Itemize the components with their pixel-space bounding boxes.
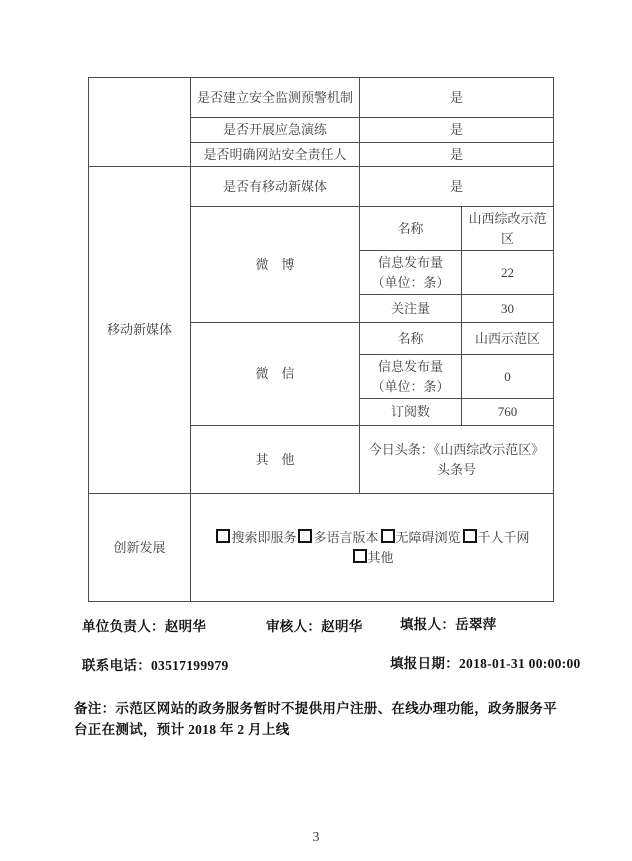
table-row [89,78,554,118]
checkbox-other-icon [353,549,367,563]
option-label: 搜索即服务 [231,530,297,545]
field-label-cell: 订阅数 [360,399,462,426]
field-label-line2: （单位：条） [371,378,450,394]
field-label-line1: 信息发布量 [377,255,443,270]
other-label-cell: 其 他 [191,426,360,494]
question-cell: 是否有移动新媒体 [191,167,360,207]
section-cell-empty [89,78,191,167]
option-label: 其他 [367,549,394,565]
option-label: 多语言版本 [313,530,379,545]
filler-value: 岳翠萍 [455,617,497,632]
unit-head-label: 单位负责人： [82,619,165,634]
answer-cell: 是 [360,167,554,207]
innovation-option [296,530,378,545]
other-value-cell: 今日头条：《山西综改示范区》头条号 [360,426,554,494]
question-cell: 是否明确网站安全责任人 [191,142,360,167]
section-label-innovation: 创新发展 [89,494,191,602]
innovation-option [461,530,530,545]
report-date-value: 2018-01-31 00:00:00 [459,656,581,671]
note-text: 备注：示范区网站的政务服务暂时不提供用户注册、在线办理功能，政务服务平台正在测试，预计 2018 年 2 月上线 [74,701,557,737]
phone-value: 03517199979 [151,658,229,673]
innovation-options-cell [191,494,554,602]
report-table [88,77,554,602]
phone-field [82,654,229,674]
option-label: 千人千网 [477,530,530,545]
report-date-field [390,652,581,672]
field-value-cell: 山西综改示范区 [462,207,554,251]
field-label-cell: 名称 [360,323,462,355]
phone-label: 联系电话： [82,658,151,673]
reviewer-label: 审核人： [266,619,322,634]
field-value-cell: 山西示范区 [462,323,554,355]
field-label-cell: 关注量 [360,295,462,323]
field-label-line1: 信息发布量 [377,359,443,374]
answer-cell: 是 [360,78,554,118]
weibo-label-cell: 微 博 [191,207,360,323]
page-number: 3 [312,830,320,845]
report-date-label: 填报日期： [390,656,459,671]
reviewer-field [266,615,363,635]
field-value-cell: 760 [462,399,554,426]
question-cell: 是否开展应急演练 [191,118,360,143]
field-value-cell: 22 [462,251,554,295]
answer-cell: 是 [360,142,554,167]
innovation-option [214,530,296,545]
reviewer-value: 赵明华 [321,619,363,634]
unit-head-value: 赵明华 [164,619,207,634]
filler-label: 填报人： [400,617,456,632]
wechat-label-cell: 微 信 [191,323,360,426]
checkbox-accessibility-icon [381,529,395,543]
section-label-mobile-media: 移动新媒体 [89,167,191,494]
field-label-cell [360,355,462,399]
checkbox-personalized-web-icon [463,529,477,543]
answer-cell: 是 [360,118,554,143]
field-label-cell [360,251,462,295]
innovation-option [379,530,461,545]
field-label-cell: 名称 [360,207,462,251]
field-value-cell: 30 [462,295,554,323]
field-label-line2: （单位：条） [371,274,450,290]
question-cell: 是否建立安全监测预警机制 [191,78,360,118]
innovation-option [351,550,394,565]
checkbox-search-service-icon [216,529,230,543]
table-row [89,167,554,207]
option-label: 无障碍浏览 [395,530,461,545]
field-value-cell: 0 [462,355,554,399]
checkbox-multilanguage-icon [298,529,312,543]
unit-head-field [82,615,206,635]
table-row [89,494,554,602]
filler-field [400,613,497,633]
